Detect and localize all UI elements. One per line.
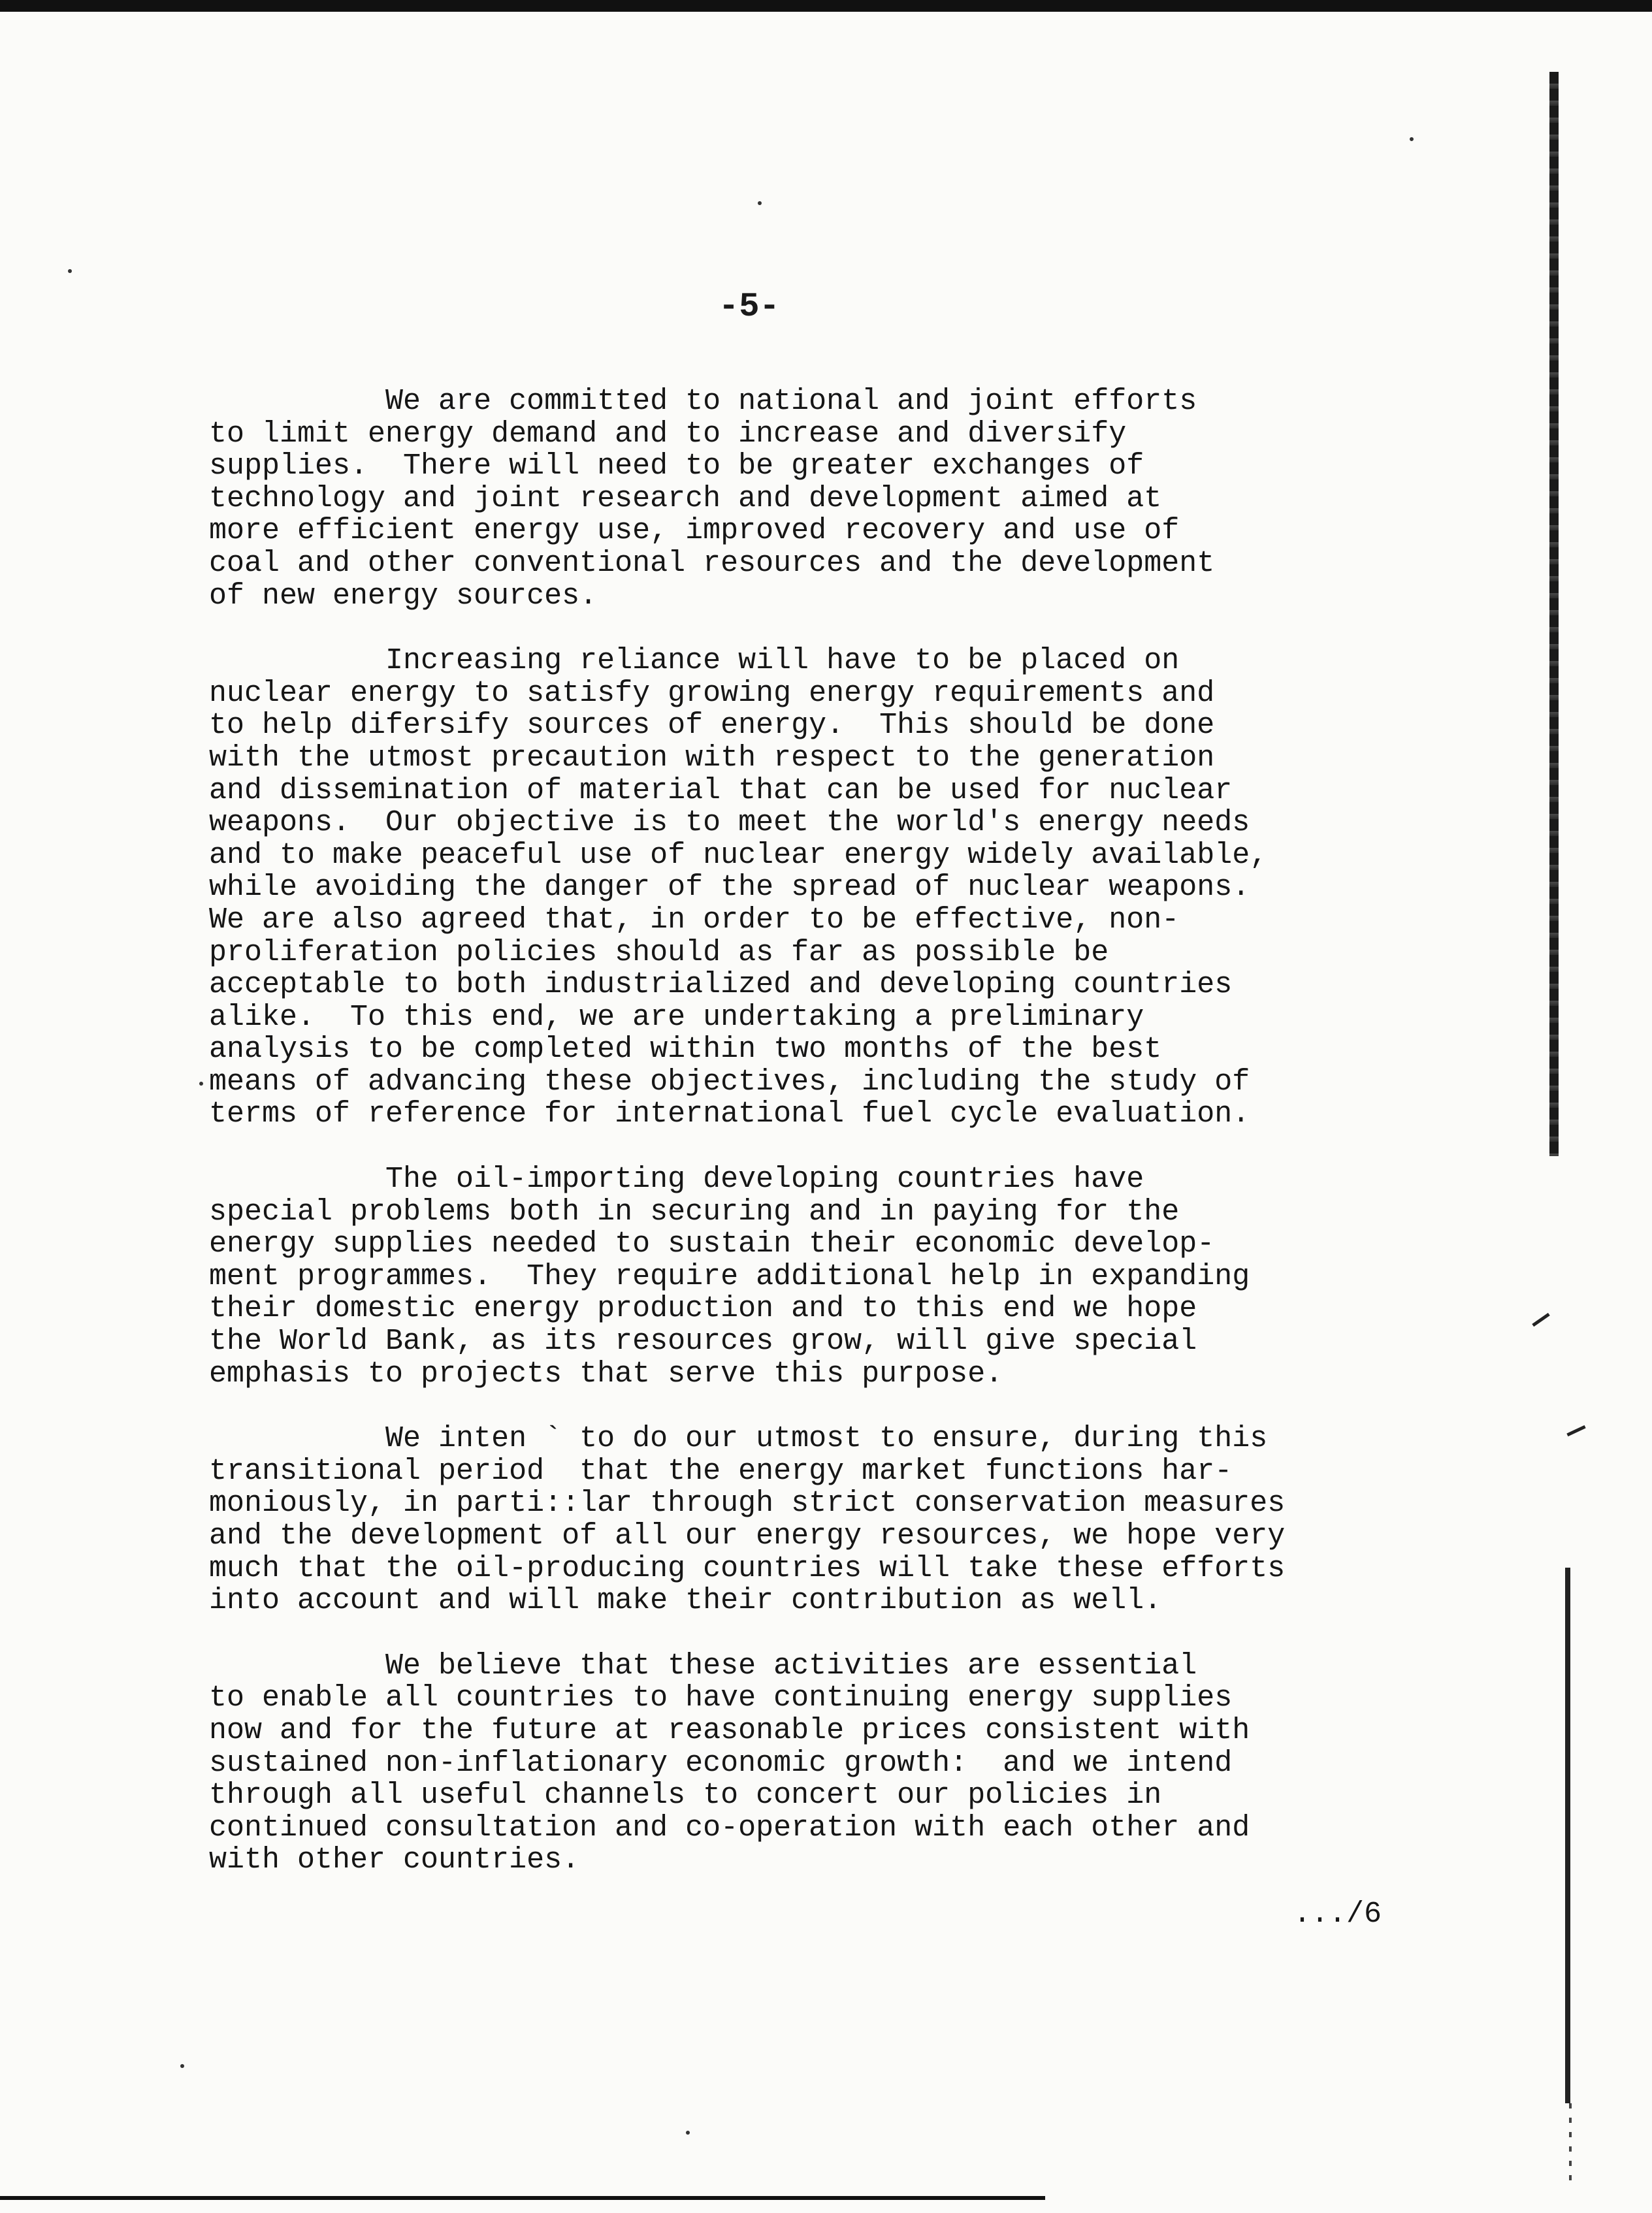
text-line: and to make peaceful use of nuclear energy widely available, xyxy=(209,838,1268,872)
paragraph-essential-activities xyxy=(209,1650,1424,1877)
text-line: special problems both in securing and in paying for the xyxy=(209,1195,1180,1229)
scan-speck xyxy=(1410,137,1414,141)
text-line: their domestic energy production and to this end we hope xyxy=(209,1292,1197,1326)
scan-right-margin-bar xyxy=(1549,72,1559,1156)
text-line: to enable all countries to have continuing energy supplies xyxy=(209,1681,1233,1715)
text-line: We believe that these activities are essential xyxy=(209,1649,1197,1683)
text-line: much that the oil-producing countries will take these efforts xyxy=(209,1551,1286,1585)
text-line: while avoiding the danger of the spread of nuclear weapons. xyxy=(209,871,1250,905)
text-line: We are committed to national and joint efforts xyxy=(209,385,1197,418)
text-line: analysis to be completed within two months of the best xyxy=(209,1033,1162,1067)
page-number: -5- xyxy=(719,287,780,326)
text-line: to help difersify sources of energy. This should be done xyxy=(209,709,1215,743)
text-line: with other countries. xyxy=(209,1843,580,1877)
text-line: coal and other conventional resources and the development xyxy=(209,546,1215,580)
scan-right-margin-bar-lower xyxy=(1565,1568,1570,2103)
text-line: terms of reference for international fuel cycle evaluation. xyxy=(209,1097,1250,1131)
scan-speck xyxy=(68,269,72,273)
text-line: alike. To this end, we are undertaking a preliminary xyxy=(209,1000,1144,1034)
text-line: transitional period that the energy market functions har- xyxy=(209,1454,1233,1488)
text-line: emphasis to projects that serve this purpose. xyxy=(209,1357,1003,1391)
scan-speck xyxy=(180,2064,184,2068)
text-line: of new energy sources. xyxy=(209,579,598,613)
text-line: We inten ` to do our utmost to ensure, during this xyxy=(209,1422,1268,1456)
scan-speck xyxy=(199,1082,203,1086)
scan-right-margin-dots xyxy=(1569,2103,1572,2182)
scan-bottom-edge xyxy=(0,2196,1045,2200)
text-line: and the development of all our energy resources, we hope very xyxy=(209,1519,1286,1553)
paragraph-developing-countries xyxy=(209,1163,1424,1390)
text-line: energy supplies needed to sustain their economic develop- xyxy=(209,1227,1215,1261)
text-line: proliferation policies should as far as possible be xyxy=(209,935,1109,969)
text-line: with the utmost precaution with respect to the generation xyxy=(209,741,1215,775)
text-line: and dissemination of material that can be used for nuclear xyxy=(209,773,1233,807)
paragraph-energy-efforts xyxy=(209,385,1424,612)
text-line: means of advancing these objectives, including the study of xyxy=(209,1065,1250,1099)
text-line: more efficient energy use, improved recovery and use of xyxy=(209,514,1180,548)
text-line: into account and will make their contribution as well. xyxy=(209,1584,1162,1618)
continuation-marker: .../6 xyxy=(1293,1898,1382,1931)
text-line: the World Bank, as its resources grow, will give special xyxy=(209,1325,1197,1359)
text-line: The oil-importing developing countries have xyxy=(209,1163,1144,1197)
text-line: through all useful channels to concert our policies in xyxy=(209,1779,1162,1813)
scan-top-edge xyxy=(0,0,1652,12)
text-line: We are also agreed that, in order to be effective, non- xyxy=(209,903,1180,937)
body-text xyxy=(209,385,1424,1909)
paragraph-energy-market xyxy=(209,1423,1424,1617)
text-line: Increasing reliance will have to be placed on xyxy=(209,644,1180,678)
text-line: weapons. Our objective is to meet the world's energy needs xyxy=(209,806,1250,840)
text-line: nuclear energy to satisfy growing energy requirements and xyxy=(209,676,1215,710)
text-line: to limit energy demand and to increase and diversify xyxy=(209,417,1127,451)
text-line: supplies. There will need to be greater exchanges of xyxy=(209,449,1144,483)
text-line: continued consultation and co-operation with each other and xyxy=(209,1811,1250,1845)
text-line: now and for the future at reasonable prices consistent with xyxy=(209,1713,1250,1747)
text-line: acceptable to both industrialized and developing countries xyxy=(209,968,1233,1002)
scan-mark xyxy=(1566,1425,1585,1436)
scan-speck xyxy=(758,201,762,205)
text-line: technology and joint research and development aimed at xyxy=(209,481,1162,515)
scan-mark xyxy=(1532,1313,1549,1327)
scan-speck xyxy=(686,2131,690,2135)
text-line: sustained non-inflationary economic growth: and we intend xyxy=(209,1746,1233,1780)
paragraph-nuclear-energy xyxy=(209,645,1424,1131)
text-line: ment programmes. They require additional help in expanding xyxy=(209,1259,1250,1293)
text-line: moniously, in parti::lar through strict conservation measures xyxy=(209,1487,1286,1521)
